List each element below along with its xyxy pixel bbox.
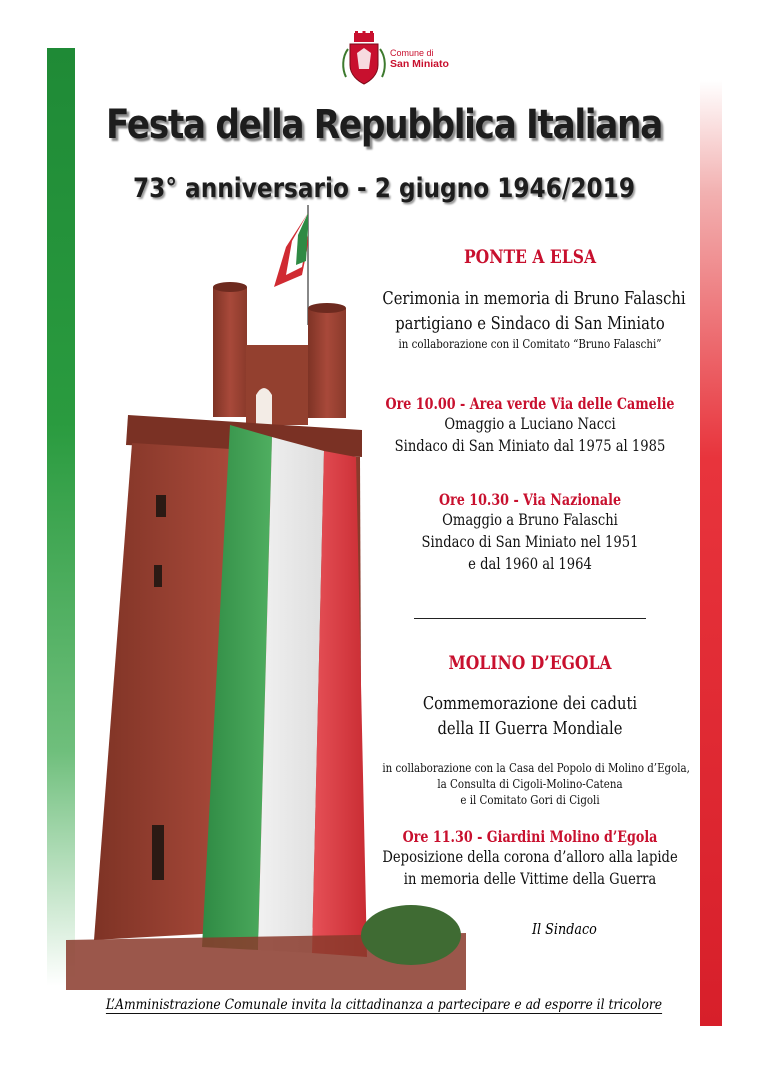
ponte-item-2-time: Ore 10.30 - Via Nazionale <box>438 490 622 509</box>
molino-collab-line1: in collaborazione con la Casa del Popolo di Molino d’Egola, <box>382 760 690 775</box>
ponte-event <box>350 286 710 352</box>
ponte-item-1 <box>350 394 710 457</box>
molino-section <box>350 652 710 674</box>
molino-collab-line2: la Consulta di Cigoli-Molino-Catena <box>437 776 623 791</box>
ponte-item-1-time: Ore 10.00 - Area verde Via delle Camelie <box>385 394 675 413</box>
section-divider <box>414 618 646 619</box>
logo-line1: Comune di <box>390 48 434 58</box>
ponte-a-elsa-section <box>350 246 710 268</box>
signature: Il Sindaco <box>532 920 597 938</box>
molino-event-line1: Commemorazione dei caduti <box>422 693 638 714</box>
ponte-item-1-line2: Sindaco di San Miniato dal 1975 al 1985 <box>394 436 666 455</box>
ponte-event-line2: partigiano e Sindaco di San Miniato <box>395 313 665 334</box>
molino-line1: Deposizione della corona d’alloro alla lapide <box>382 847 678 866</box>
ponte-item-1-line1: Omaggio a Luciano Nacci <box>444 414 616 433</box>
molino-line2: in memoria delle Vittime della Guerra <box>403 869 657 888</box>
molino-time: Ore 11.30 - Giardini Molino d’Egola <box>402 827 658 846</box>
ponte-location-heading: PONTE A ELSA <box>463 246 597 268</box>
ponte-item-2-line3: e dal 1960 al 1964 <box>468 554 592 573</box>
logo-text <box>390 48 449 70</box>
ponte-item-2-line2: Sindaco di San Miniato nel 1951 <box>421 532 639 551</box>
page-subtitle: 73° anniversario - 2 giugno 1946/2019 <box>133 173 635 204</box>
ponte-item-2 <box>350 490 710 575</box>
page-title: Festa della Repubblica Italiana <box>106 102 662 148</box>
molino-location-heading: MOLINO D’EGOLA <box>448 652 612 674</box>
molino-event-line2: della II Guerra Mondiale <box>437 718 623 739</box>
molino-collab-line3: e il Comitato Gori di Cigoli <box>460 792 600 807</box>
ponte-item-2-line1: Omaggio a Bruno Falaschi <box>442 510 618 529</box>
molino-item <box>350 827 710 890</box>
molino-collab <box>350 760 710 808</box>
logo-line2: San Miniato <box>390 58 449 70</box>
footer-invitation: L’Amministrazione Comunale invita la cittadinanza a partecipare e ad esporre il tricolore <box>105 997 663 1013</box>
ponte-event-line1: Cerimonia in memoria di Bruno Falaschi <box>382 288 686 309</box>
molino-event <box>350 691 710 741</box>
ponte-collab: in collaborazione con il Comitato “Bruno Falaschi” <box>398 336 662 351</box>
footer <box>0 997 768 1014</box>
